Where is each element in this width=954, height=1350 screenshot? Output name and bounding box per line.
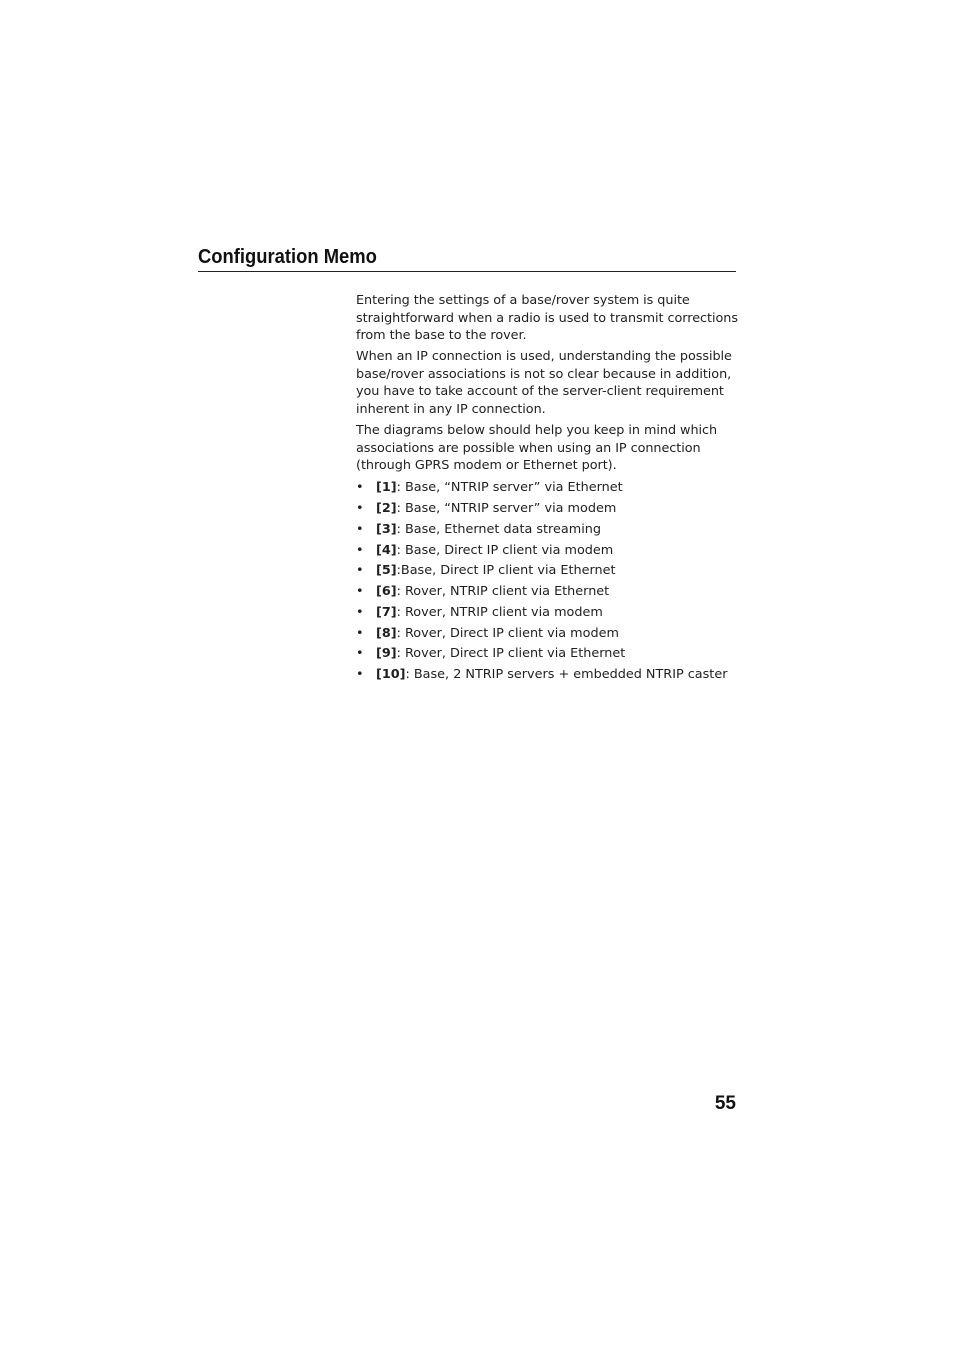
diagram-ref: [8] [376, 625, 397, 641]
list-item [356, 665, 738, 686]
bullet-icon: • [356, 480, 364, 496]
item-text: : Rover, Direct IP client via Ethernet [396, 646, 626, 662]
bullet-icon: • [356, 500, 364, 516]
item-text: : Rover, NTRIP client via modem [396, 604, 603, 620]
bullet-icon: • [356, 584, 364, 600]
bullet-icon: • [356, 521, 364, 537]
diagram-ref: [3] [376, 521, 397, 537]
item-text: :Base, Direct IP client via Ethernet [396, 563, 616, 579]
diagram-ref: [7] [376, 604, 397, 620]
diagram-ref: [5] [376, 563, 397, 579]
bullet-icon: • [356, 604, 364, 620]
title-divider [198, 271, 736, 272]
bullet-icon: • [356, 667, 364, 683]
diagram-ref: [6] [376, 584, 397, 600]
diagrams-paragraph: The diagrams below should help you keep in mind which associations are possible when using an IP connection (through GPRS modem or Ethernet port). [356, 422, 718, 474]
list-item [356, 582, 738, 603]
list-item [356, 561, 738, 582]
page-number: 55 [714, 1093, 736, 1114]
diagram-ref: [4] [376, 542, 397, 558]
diagram-ref: [10] [376, 667, 406, 683]
page-title: Configuration Memo [198, 246, 377, 268]
item-text: : Base, Ethernet data streaming [396, 521, 602, 537]
ip-connection-paragraph: When an IP connection is used, understanding the possible base/rover associations is not so clear because in addition, you have to take account of the server-client requirement inherent in any IP connection. [356, 349, 732, 417]
list-item [356, 541, 738, 562]
diagram-ref: [2] [376, 500, 397, 516]
bullet-icon: • [356, 625, 364, 641]
item-text: : Base, Direct IP client via modem [396, 542, 614, 558]
bullet-icon: • [356, 563, 364, 579]
list-item [356, 644, 738, 665]
list-item [356, 603, 738, 624]
item-text: : Rover, NTRIP client via Ethernet [396, 584, 610, 600]
intro-paragraph: Entering the settings of a base/rover system is quite straightforward when a radio is used to transmit corrections from the base to the rover. [356, 293, 738, 344]
item-text: : Rover, Direct IP client via modem [396, 625, 619, 641]
item-text: : Base, “NTRIP server” via Ethernet [396, 480, 623, 496]
item-text: : Base, 2 NTRIP servers + embedded NTRIP caster [405, 667, 728, 683]
body-text [356, 292, 738, 686]
diagram-ref: [1] [376, 480, 397, 496]
configuration-list [356, 478, 738, 686]
diagram-ref: [9] [376, 646, 397, 662]
list-item [356, 478, 738, 499]
bullet-icon: • [356, 542, 364, 558]
list-item [356, 499, 738, 520]
list-item [356, 624, 738, 645]
list-item [356, 520, 738, 541]
bullet-icon: • [356, 646, 364, 662]
item-text: : Base, “NTRIP server” via modem [396, 500, 617, 516]
